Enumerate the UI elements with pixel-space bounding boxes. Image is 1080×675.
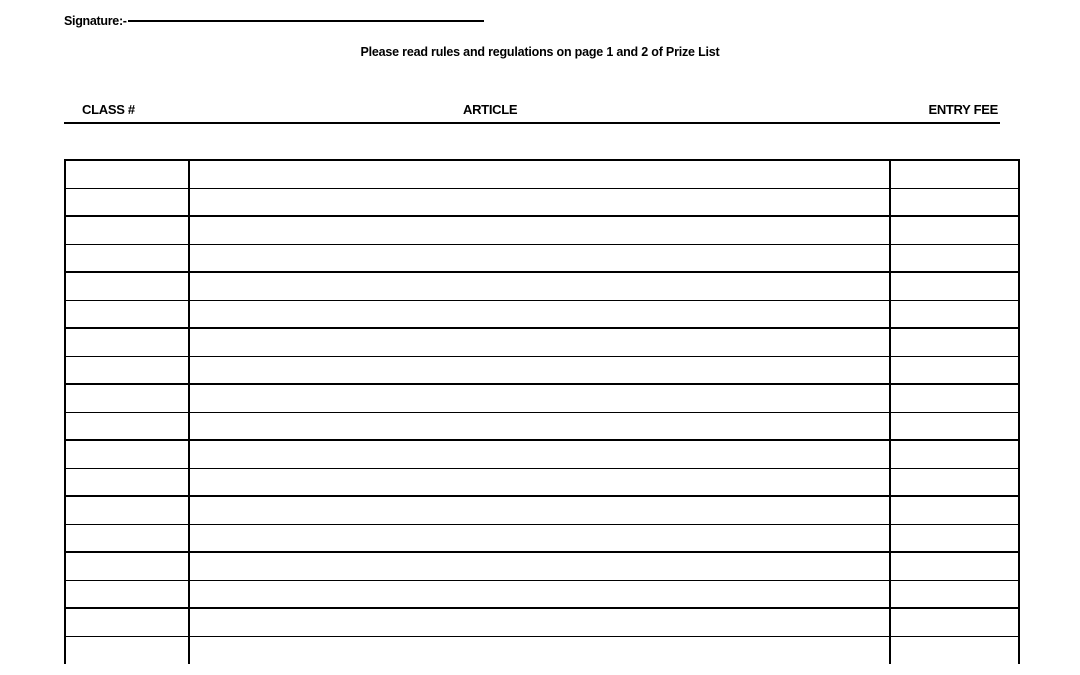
entry-fee-cell[interactable] [890, 300, 1019, 328]
class-number-cell[interactable] [65, 216, 189, 244]
article-cell[interactable] [189, 468, 890, 496]
class-number-cell[interactable] [65, 244, 189, 272]
entry-fee-cell[interactable] [890, 244, 1019, 272]
entry-fee-cell[interactable] [890, 608, 1019, 636]
article-cell[interactable] [189, 524, 890, 552]
entry-fee-cell[interactable] [890, 496, 1019, 524]
class-number-cell[interactable] [65, 300, 189, 328]
entry-fee-cell[interactable] [890, 468, 1019, 496]
signature-field[interactable] [128, 20, 484, 22]
entry-fee-cell[interactable] [890, 440, 1019, 468]
class-number-cell[interactable] [65, 356, 189, 384]
article-cell[interactable] [189, 300, 890, 328]
class-number-cell[interactable] [65, 608, 189, 636]
class-number-cell[interactable] [65, 412, 189, 440]
rules-notice: Please read rules and regulations on page 1 and 2 of Prize List [360, 45, 720, 59]
table-row [65, 552, 1019, 580]
class-number-cell[interactable] [65, 468, 189, 496]
header-entry-fee: ENTRY FEE [928, 102, 998, 117]
article-cell[interactable] [189, 412, 890, 440]
class-number-cell[interactable] [65, 440, 189, 468]
entry-fee-cell[interactable] [890, 216, 1019, 244]
table-row [65, 412, 1019, 440]
table-row [65, 496, 1019, 524]
entry-table [64, 159, 1020, 664]
entry-fee-cell[interactable] [890, 328, 1019, 356]
table-row [65, 524, 1019, 552]
entry-fee-cell[interactable] [890, 272, 1019, 300]
entry-fee-cell[interactable] [890, 552, 1019, 580]
class-number-cell[interactable] [65, 384, 189, 412]
table-row [65, 272, 1019, 300]
entry-rows [65, 160, 1019, 664]
header-article: ARTICLE [463, 102, 518, 117]
table-row [65, 440, 1019, 468]
table-row [65, 384, 1019, 412]
article-cell[interactable] [189, 580, 890, 608]
entry-fee-cell[interactable] [890, 188, 1019, 216]
class-number-cell[interactable] [65, 524, 189, 552]
article-cell[interactable] [189, 160, 890, 188]
header-class-number: CLASS # [82, 102, 135, 117]
column-headers [64, 102, 1000, 124]
table-row [65, 356, 1019, 384]
article-cell[interactable] [189, 384, 890, 412]
table-row [65, 328, 1019, 356]
article-cell[interactable] [189, 552, 890, 580]
article-cell[interactable] [189, 272, 890, 300]
signature-line [64, 14, 484, 28]
article-cell[interactable] [189, 328, 890, 356]
table-row [65, 468, 1019, 496]
entry-fee-cell[interactable] [890, 524, 1019, 552]
article-cell[interactable] [189, 244, 890, 272]
class-number-cell[interactable] [65, 272, 189, 300]
table-row [65, 300, 1019, 328]
class-number-cell[interactable] [65, 160, 189, 188]
entry-fee-cell[interactable] [890, 636, 1019, 664]
class-number-cell[interactable] [65, 328, 189, 356]
entry-fee-cell[interactable] [890, 412, 1019, 440]
article-cell[interactable] [189, 496, 890, 524]
entry-fee-cell[interactable] [890, 160, 1019, 188]
class-number-cell[interactable] [65, 580, 189, 608]
class-number-cell[interactable] [65, 552, 189, 580]
article-cell[interactable] [189, 356, 890, 384]
table-row [65, 636, 1019, 664]
class-number-cell[interactable] [65, 636, 189, 664]
article-cell[interactable] [189, 216, 890, 244]
table-row [65, 160, 1019, 188]
article-cell[interactable] [189, 440, 890, 468]
table-row [65, 188, 1019, 216]
class-number-cell[interactable] [65, 188, 189, 216]
entry-fee-cell[interactable] [890, 356, 1019, 384]
table-row [65, 216, 1019, 244]
entry-fee-cell[interactable] [890, 384, 1019, 412]
article-cell[interactable] [189, 188, 890, 216]
signature-label: Signature:- [64, 14, 127, 28]
table-row [65, 608, 1019, 636]
class-number-cell[interactable] [65, 496, 189, 524]
entry-fee-cell[interactable] [890, 580, 1019, 608]
article-cell[interactable] [189, 608, 890, 636]
article-cell[interactable] [189, 636, 890, 664]
table-row [65, 244, 1019, 272]
table-row [65, 580, 1019, 608]
